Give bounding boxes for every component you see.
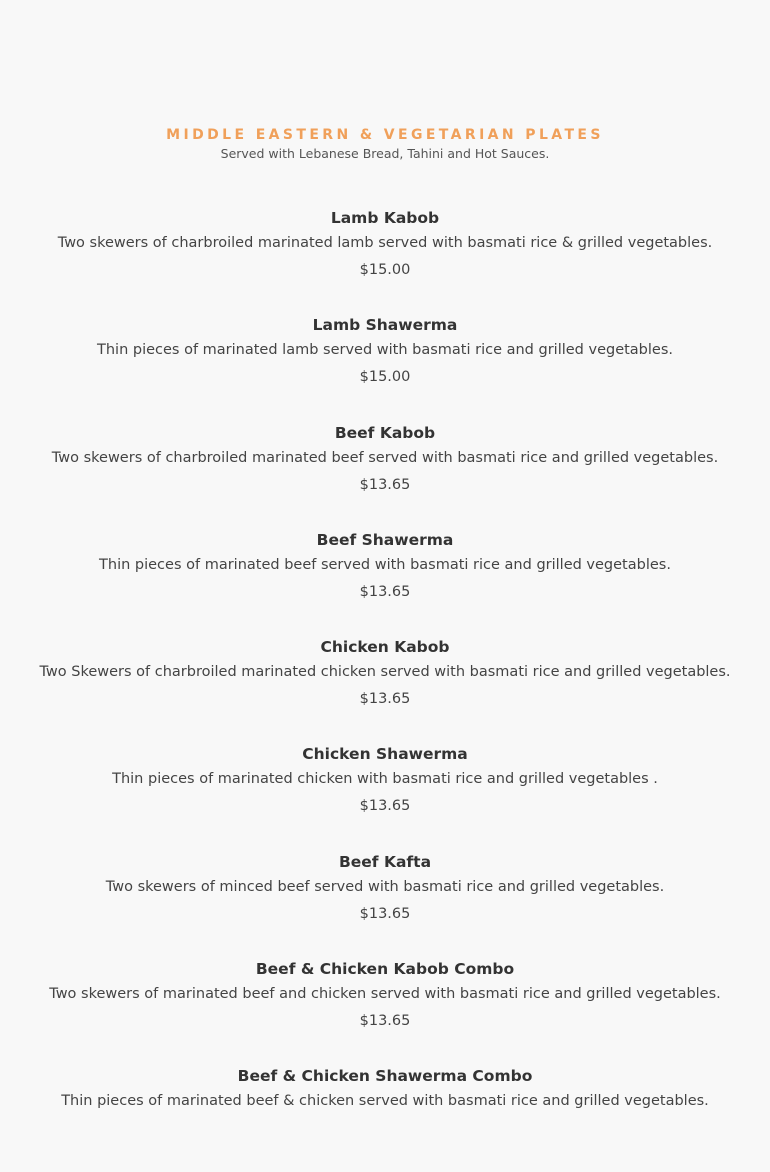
menu-item-description: Two skewers of charbroiled marinated beef served with basmati rice and grilled vegetables. <box>51 449 719 466</box>
menu-item-name: Beef Kafta <box>338 852 432 871</box>
menu-item-description: Two skewers of marinated beef and chicken served with basmati rice and grilled vegetables. <box>49 986 721 1003</box>
menu-item-list <box>0 206 770 1172</box>
menu-item-description: Two skewers of minced beef served with basmati rice and grilled vegetables. <box>105 878 665 895</box>
menu-item-description: Thin pieces of marinated chicken with basmati rice and grilled vegetables . <box>112 771 658 788</box>
menu-item-description: Two Skewers of charbroiled marinated chicken served with basmati rice and grilled vegetables. <box>39 664 731 681</box>
menu-item <box>0 850 770 957</box>
menu-item-price: $15.00 <box>359 262 411 278</box>
menu-item-description: Thin pieces of marinated beef served with basmati rice and grilled vegetables. <box>99 556 671 573</box>
menu-item <box>0 635 770 742</box>
menu-item <box>0 957 770 1064</box>
menu-item-description: Two skewers of charbroiled marinated lamb served with basmati rice & grilled vegetables. <box>57 235 713 251</box>
menu-item-price: $13.65 <box>359 691 411 708</box>
menu-item-price: $13.65 <box>359 798 411 815</box>
menu-item <box>0 528 770 635</box>
menu-item <box>0 206 770 313</box>
section-title: MIDDLE EASTERN & VEGETARIAN PLATES <box>166 127 604 143</box>
menu-item <box>0 1064 770 1171</box>
menu-item-price: $13.65 <box>359 476 411 493</box>
menu-item-name: Chicken Kabob <box>320 638 450 657</box>
menu-item-description: Thin pieces of marinated beef & chicken served with basmati rice and grilled vegetables. <box>61 1093 709 1110</box>
menu-item-name: Lamb Shawerma <box>312 316 458 335</box>
menu-item-description: Thin pieces of marinated lamb served with basmati rice and grilled vegetables. <box>97 342 673 359</box>
menu-item-price: $15.00 <box>359 369 411 386</box>
menu-item-price: $13.65 <box>359 1013 411 1030</box>
menu-item-name: Beef Shawerma <box>316 530 454 549</box>
menu-item-name: Beef Kabob <box>334 423 436 442</box>
menu-item-name: Beef & Chicken Kabob Combo <box>255 960 515 979</box>
menu-item-price: $13.65 <box>359 905 411 922</box>
menu-item <box>0 742 770 849</box>
section-subtitle: Served with Lebanese Bread, Tahini and Hot Sauces. <box>220 146 550 161</box>
menu-item-price: $13.65 <box>359 583 411 600</box>
menu-item-name: Beef & Chicken Shawerma Combo <box>237 1067 533 1086</box>
menu-item-name: Chicken Shawerma <box>302 745 468 764</box>
menu-item-name: Lamb Kabob <box>330 209 440 227</box>
menu-item <box>0 313 770 420</box>
menu-item <box>0 421 770 528</box>
